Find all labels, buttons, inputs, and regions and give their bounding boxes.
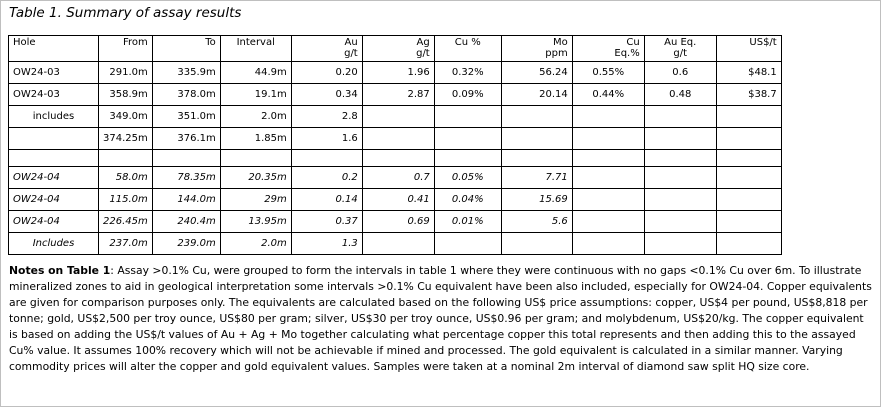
hole-cell: includes [9,106,99,128]
to-cell: 351.0m [152,106,220,128]
usd-cell [716,189,781,211]
usd-cell [716,128,781,150]
usd-cell [716,233,781,255]
interval-cell: 29m [220,189,291,211]
header-cell: Hole [9,36,99,62]
ag-cell [362,128,434,150]
cu-eq-cell: 0.44% [572,84,644,106]
interval-cell: 2.0m [220,106,291,128]
au-eq-cell [644,211,716,233]
header-cell: Ag g/t [362,36,434,62]
ag-cell [362,106,434,128]
header-cell: Interval [220,36,291,62]
cu-cell [434,106,501,128]
table-row [9,211,782,233]
mo-cell [501,106,572,128]
from-cell: 291.0m [99,62,153,84]
usd-cell: $38.7 [716,84,781,106]
mo-cell [501,128,572,150]
ag-cell: 1.96 [362,62,434,84]
hole-cell: OW24-04 [9,211,99,233]
cu-cell: 0.01% [434,211,501,233]
table-title: Table 1. Summary of assay results [9,5,242,21]
mo-cell: 15.69 [501,189,572,211]
cu-cell: 0.32% [434,62,501,84]
cu-eq-cell: 0.55% [572,62,644,84]
hole-cell: OW24-04 [9,189,99,211]
cu-eq-cell [572,189,644,211]
au-eq-cell: 0.48 [644,84,716,106]
au-eq-cell [644,233,716,255]
to-cell: 144.0m [152,189,220,211]
cu-cell: 0.04% [434,189,501,211]
interval-cell: 2.0m [220,233,291,255]
ag-cell [362,233,434,255]
header-cell: To [152,36,220,62]
from-cell: 349.0m [99,106,153,128]
au-cell: 1.6 [291,128,362,150]
au-cell: 0.14 [291,189,362,211]
notes-paragraph [9,263,875,375]
table-row [9,189,782,211]
notes-body: : Assay >0.1% Cu, were grouped to form the intervals in table 1 where they were continuous with no gaps <0.1% Cu over 6m. To illustrate mineralized zones to aid in geological interpretation some intervals >0.1% Cu equivalent have been also included, especially for OW24-04. Copper equivalents are given for comparison purposes only. The equivalents are calculated based on the following US$ price assumptions: copper, US$4 per pound, US$8,818 per tonne; gold, US$2,500 per troy ounce, US$80 per gram; silver, US$30 per troy ounce, US$0.96 per gram; and molybdenum, US$20/kg. The copper equivalent is based on adding the US$/t values of Au + Ag + Mo together calculating what percentage copper this total represents and then adding this to the assayed Cu% value. It assumes 100% recovery which will not be achievable if mined and processed. The gold equivalent is calculated in a similar manner. Varying commodity prices will alter the copper and gold equivalent values. Samples were taken at a nominal 2m interval of diamond saw split HQ size core. [9,264,872,373]
mo-cell: 56.24 [501,62,572,84]
au-cell: 0.37 [291,211,362,233]
interval-cell: 1.85m [220,128,291,150]
header-row [9,36,782,62]
cu-cell: 0.09% [434,84,501,106]
au-eq-cell: 0.6 [644,62,716,84]
ag-cell: 0.7 [362,167,434,189]
assay-table [8,35,782,255]
usd-cell [716,211,781,233]
interval-cell: 19.1m [220,84,291,106]
hole-cell: OW24-03 [9,84,99,106]
from-cell: 237.0m [99,233,153,255]
cu-eq-cell [572,167,644,189]
cu-eq-cell [572,211,644,233]
au-cell: 2.8 [291,106,362,128]
cu-cell [434,233,501,255]
to-cell: 78.35m [152,167,220,189]
table-row [9,167,782,189]
from-cell: 226.45m [99,211,153,233]
from-cell: 115.0m [99,189,153,211]
spacer-row [9,150,782,167]
to-cell: 335.9m [152,62,220,84]
ag-cell: 0.41 [362,189,434,211]
usd-cell [716,106,781,128]
au-cell: 0.2 [291,167,362,189]
header-cell: US$/t [716,36,781,62]
header-cell: Cu % [434,36,501,62]
cu-eq-cell [572,106,644,128]
table-row [9,84,782,106]
cu-cell: 0.05% [434,167,501,189]
mo-cell: 5.6 [501,211,572,233]
table-row [9,106,782,128]
cu-cell [434,128,501,150]
header-cell: Au g/t [291,36,362,62]
ag-cell: 0.69 [362,211,434,233]
table-row [9,62,782,84]
usd-cell: $48.1 [716,62,781,84]
au-cell: 1.3 [291,233,362,255]
from-cell: 358.9m [99,84,153,106]
from-cell: 374.25m [99,128,153,150]
interval-cell: 20.35m [220,167,291,189]
hole-cell [9,128,99,150]
usd-cell [716,167,781,189]
to-cell: 378.0m [152,84,220,106]
au-eq-cell [644,128,716,150]
header-cell: Mo ppm [501,36,572,62]
table-row [9,233,782,255]
cu-eq-cell [572,233,644,255]
hole-cell: Includes [9,233,99,255]
au-cell: 0.34 [291,84,362,106]
header-cell: From [99,36,153,62]
au-cell: 0.20 [291,62,362,84]
header-cell: Cu Eq.% [572,36,644,62]
au-eq-cell [644,167,716,189]
mo-cell: 7.71 [501,167,572,189]
au-eq-cell [644,189,716,211]
cu-eq-cell [572,128,644,150]
mo-cell [501,233,572,255]
interval-cell: 13.95m [220,211,291,233]
table-row [9,128,782,150]
header-cell: Au Eq. g/t [644,36,716,62]
hole-cell: OW24-04 [9,167,99,189]
interval-cell: 44.9m [220,62,291,84]
from-cell: 58.0m [99,167,153,189]
to-cell: 376.1m [152,128,220,150]
hole-cell: OW24-03 [9,62,99,84]
to-cell: 239.0m [152,233,220,255]
to-cell: 240.4m [152,211,220,233]
notes-heading: Notes on Table 1 [9,264,111,277]
au-eq-cell [644,106,716,128]
ag-cell: 2.87 [362,84,434,106]
mo-cell: 20.14 [501,84,572,106]
